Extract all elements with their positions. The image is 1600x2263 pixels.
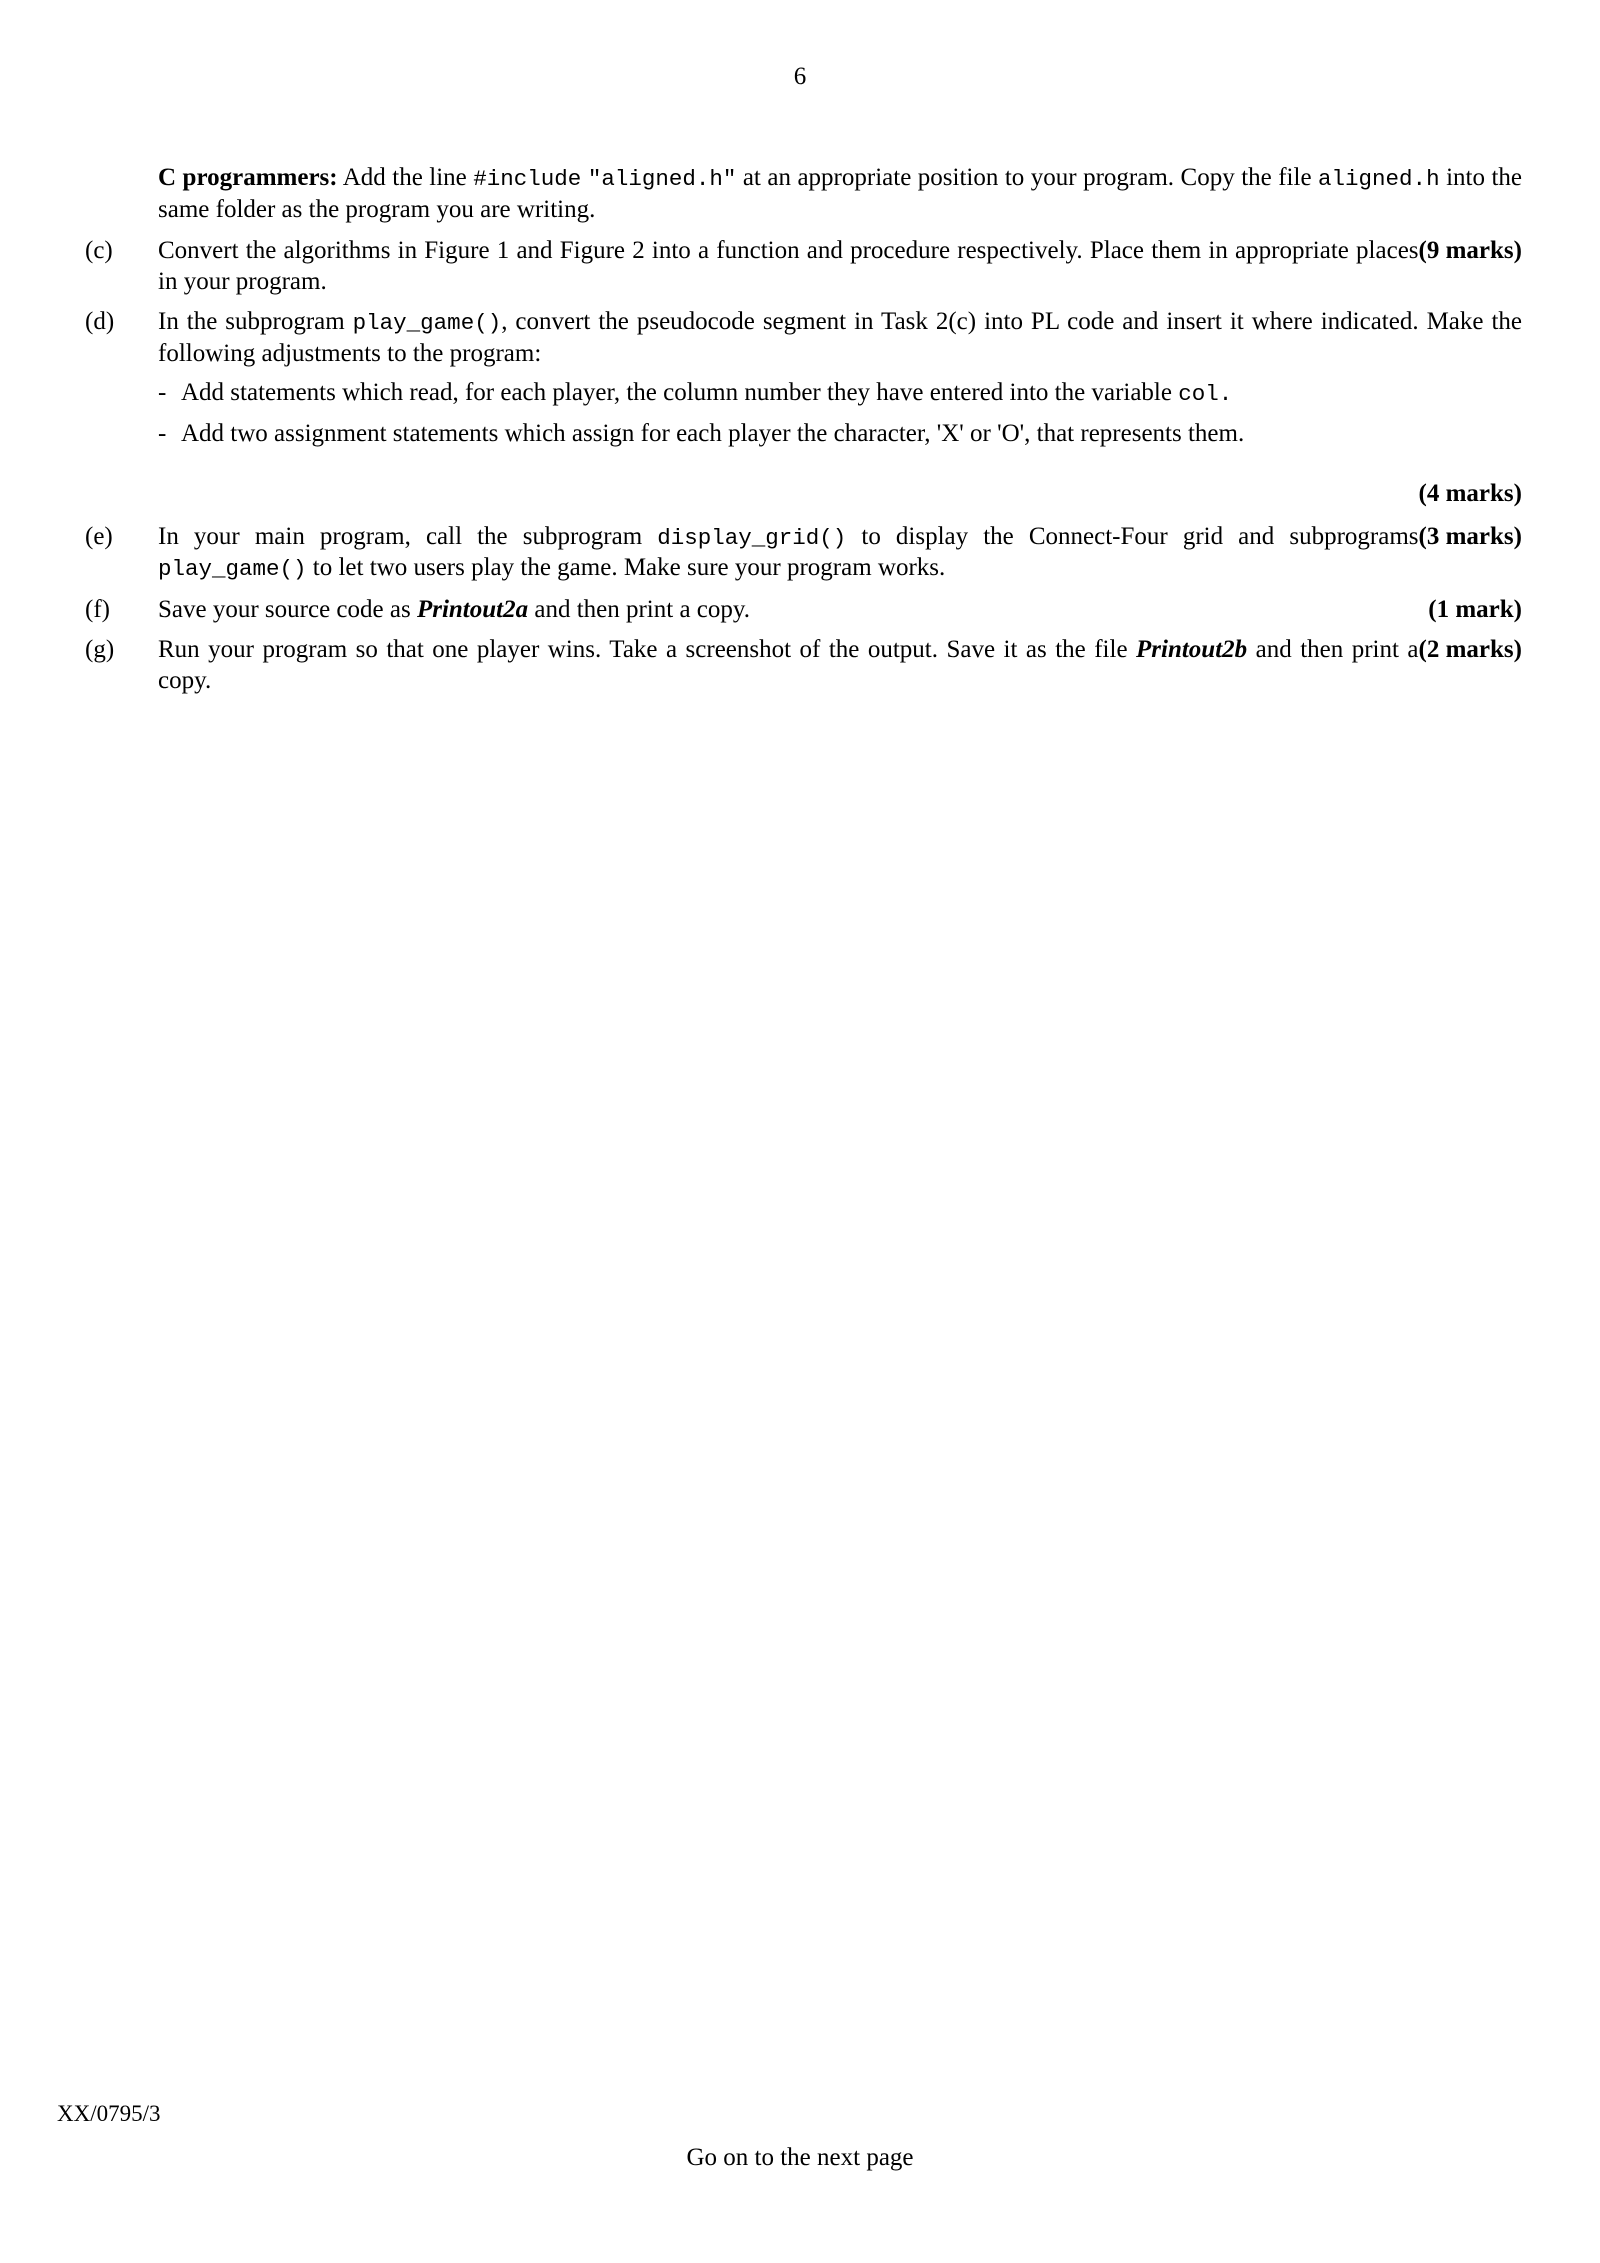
question-c-body [158, 236, 1522, 297]
list-item [158, 378, 1522, 410]
bullet-1-text-1: Add statements which read, for each player, the column number they have entered into the variable [181, 379, 1179, 406]
question-g [85, 635, 1522, 696]
question-g-marks: (2 marks) [1418, 636, 1522, 663]
question-d-code-play-game: play_game() [352, 310, 502, 336]
c-programmers-lead: C programmers: [158, 164, 338, 191]
question-e-text-3: to let two users play the game. Make sure your program works. [306, 554, 946, 581]
question-e-body [158, 522, 1522, 585]
question-e-text-1: In your main program, call the subprogram [158, 522, 658, 550]
question-d [85, 307, 1522, 510]
question-f-label: (f) [85, 595, 110, 623]
question-d-text-1: In the subprogram [158, 308, 353, 335]
bullet-1-code-col: col. [1178, 381, 1233, 407]
question-g-printout-name: Printout2b [1136, 636, 1248, 663]
question-d-intro [158, 307, 1522, 369]
question-d-bullets [158, 378, 1522, 449]
question-c-text: Convert the algorithms in Figure 1 and Figure 2 into a function and procedure respectively. Place them in appropriate places in your program. [158, 237, 1419, 295]
note-code-aligned-header-quoted: "aligned.h" [587, 166, 737, 192]
question-f-text-2: and then print a copy. [528, 595, 751, 623]
note-text-4: into the same folder as the program you are writing. [158, 164, 1522, 223]
bullet-dash: - [158, 379, 167, 406]
question-g-text-2: and then print a copy. [158, 636, 1419, 694]
footer-continuation-note: Go on to the next page [686, 2144, 914, 2171]
footer-paper-code: XX/0795/3 [57, 2101, 161, 2126]
bullet-text [181, 419, 1522, 450]
question-c-marks: (9 marks) [1418, 237, 1522, 264]
question-e [85, 522, 1522, 585]
question-d-body [158, 307, 1522, 510]
bullet-2-text-1: Add two assignment statements which assign for each player the character, 'X' or 'O', that represents them. [181, 419, 1245, 447]
question-f-body [158, 595, 1522, 626]
question-f-text-1: Save your source code as [158, 595, 417, 623]
question-c [85, 236, 1522, 297]
question-d-label: (d) [85, 308, 115, 335]
question-e-label: (e) [85, 522, 113, 550]
question-f-marks: (1 mark) [1428, 595, 1522, 623]
question-e-text-2: to display the Connect-Four grid and subprograms [846, 522, 1419, 550]
question-g-label: (g) [85, 636, 115, 663]
question-g-body [158, 635, 1522, 696]
list-item [158, 419, 1522, 450]
question-e-code-play-game: play_game() [158, 556, 307, 582]
question-f-printout-name: Printout2a [416, 595, 529, 623]
note-code-include: #include [473, 166, 582, 192]
note-text-3: at an appropriate position to your program. Copy the file [736, 164, 1319, 191]
page-content [85, 163, 1522, 706]
question-f [85, 595, 1522, 626]
question-c-label: (c) [85, 237, 113, 264]
note-text-1: Add the line [337, 164, 474, 191]
question-e-marks: (3 marks) [1418, 522, 1522, 550]
page-number: 6 [793, 63, 807, 90]
note-code-aligned-header: aligned.h [1318, 166, 1440, 192]
question-d-text-2: , convert the pseudocode segment in Task 2(c) into PL code and insert it where indicated. Make the following adjustments to the program: [158, 308, 1522, 367]
question-g-text-1: Run your program so that one player wins. Take a screenshot of the output. Save it as the file [158, 636, 1137, 663]
bullet-text [181, 378, 1522, 410]
bullet-dash: - [158, 419, 167, 447]
question-d-marks: (4 marks) [1418, 480, 1522, 507]
c-programmers-note [158, 163, 1522, 225]
question-e-code-display-grid: display_grid() [657, 524, 847, 551]
